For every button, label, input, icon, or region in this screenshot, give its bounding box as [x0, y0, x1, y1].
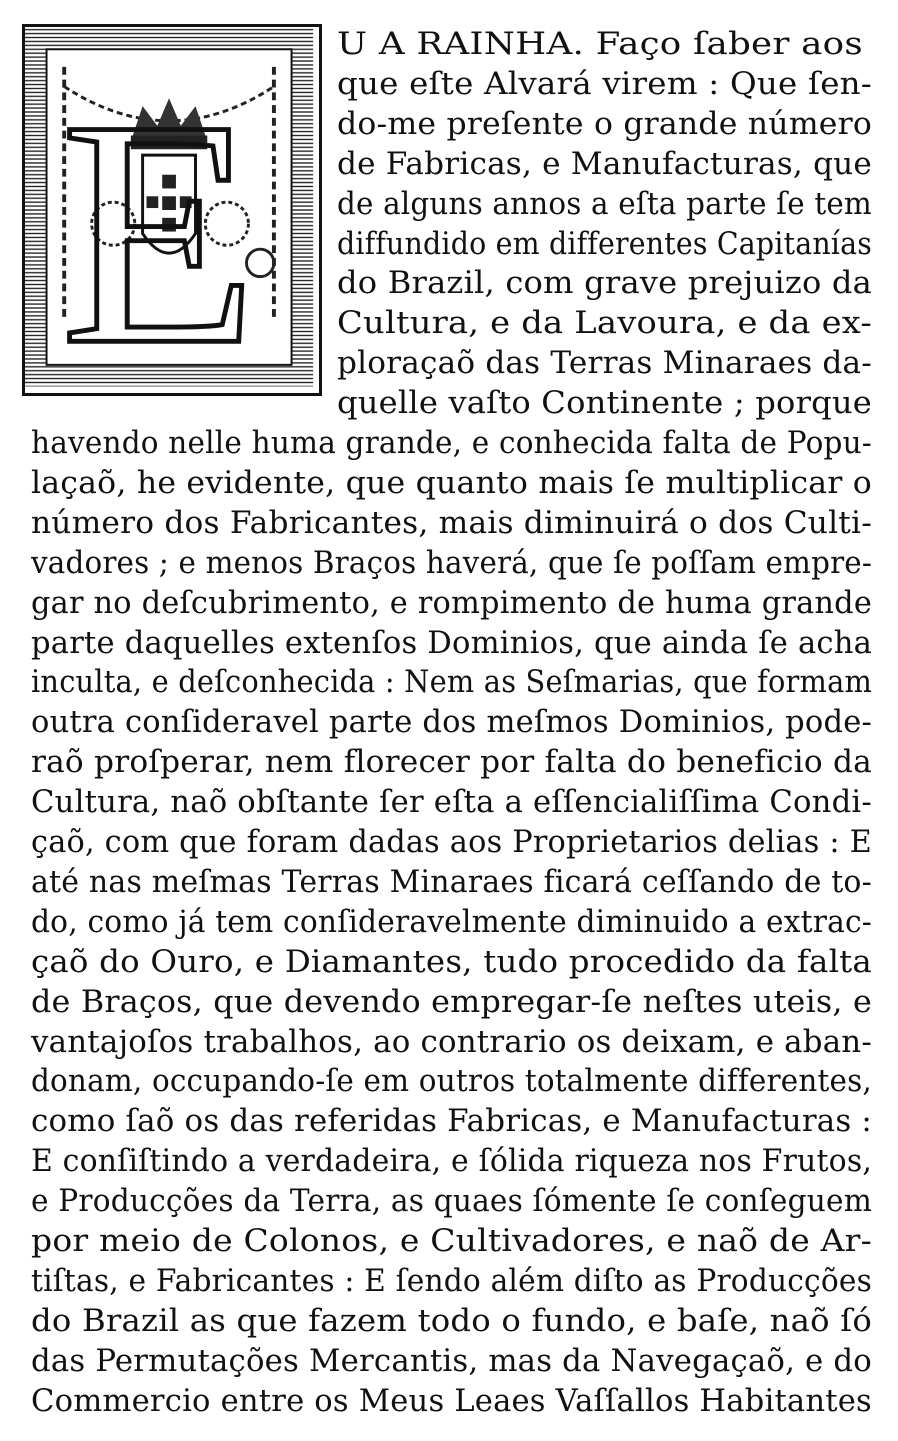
text-line-content: laçaõ, he evidente, que quanto mais ſe multiplicar o	[31, 464, 872, 501]
text-line	[337, 263, 872, 303]
text-line	[31, 463, 872, 503]
text-line	[337, 64, 872, 104]
text-line-content: vantajoſos trabalhos, ao contrario os deixam, e aban-	[31, 1023, 872, 1060]
text-line	[31, 543, 872, 583]
text-line-content: e Producções da Terra, as quaes ſómente ſe conſeguem	[31, 1183, 872, 1220]
text-line	[337, 303, 872, 343]
decorated-initial-letter	[22, 24, 322, 396]
text-line	[337, 104, 872, 144]
text-line	[31, 1101, 872, 1141]
text-line-content: E conſiſtindo a verdadeira, e ſólida riqueza nos Frutos,	[31, 1143, 872, 1180]
text-line	[31, 1022, 872, 1062]
text-line	[31, 1301, 872, 1341]
text-line	[31, 902, 872, 942]
text-line	[31, 423, 872, 463]
text-line-content: Cultura, e da Lavoura, e da ex-	[337, 305, 872, 342]
text-line	[31, 742, 872, 782]
text-line-content: vadores ; e menos Braços haverá, que ſe poſſam empre-	[31, 544, 872, 581]
text-line-content: outra conſideravel parte dos meſmos Dominios, pode-	[31, 704, 872, 741]
text-line	[31, 822, 872, 862]
text-line	[31, 583, 872, 623]
text-line	[31, 1141, 872, 1181]
text-line	[31, 942, 872, 982]
text-line	[337, 224, 872, 264]
text-line-content: número dos Fabricantes, mais diminuirá o dos Culti-	[31, 504, 872, 541]
text-line-content: do Brazil, com grave prejuizo da	[337, 265, 872, 302]
text-line-content: diffundido em differentes Capitanías	[337, 225, 872, 262]
text-line	[31, 1181, 872, 1221]
text-line-content: quelle vaſto Continente ; porque	[337, 385, 872, 422]
text-line-content: de Fabricas, e Manufacturas, que	[337, 145, 872, 182]
text-line-content: de alguns annos a eſta parte ſe tem	[337, 185, 872, 222]
text-line-content: que eſte Alvará virem : Que ſen-	[337, 65, 872, 102]
text-line-content: U A RAINHA. Faço ſaber aos	[337, 26, 863, 62]
text-line	[337, 184, 872, 224]
text-line	[31, 503, 872, 543]
text-line-content: gar no deſcubrimento, e rompimento de huma grande	[31, 584, 872, 621]
text-line-content: donam, occupando-ſe em outros totalmente differentes,	[31, 1063, 872, 1100]
text-line	[337, 24, 872, 64]
svg-text:E: E	[60, 53, 258, 393]
text-line	[31, 1261, 872, 1301]
text-line	[337, 383, 872, 423]
text-line	[31, 1061, 872, 1101]
text-line-content: inculta, e deſconhecida : Nem as Seſmarias, que formam	[31, 664, 872, 701]
text-line-content: como ſaõ os das referidas Fabricas, e Manufacturas :	[31, 1103, 872, 1140]
text-line-content: havendo nelle huma grande, e conhecida falta de Popu-	[31, 425, 872, 461]
text-line	[31, 1221, 872, 1261]
text-line-content: do-me preſente o grande número	[337, 105, 872, 142]
text-line	[31, 862, 872, 902]
ornament-frame-icon	[25, 27, 319, 393]
text-line	[31, 702, 872, 742]
text-line-content: çaõ, com que foram dadas aos Proprietarios delias : E	[31, 824, 872, 860]
text-line	[31, 623, 872, 663]
text-line-content: Cultura, naõ obſtante ſer eſta a eſſencialiſſima Condi-	[31, 784, 872, 821]
text-line	[337, 343, 872, 383]
text-line-content: até nas meſmas Terras Minaraes ficará ceſſando de to-	[31, 863, 872, 900]
text-line	[31, 782, 872, 822]
text-line-content: tiſtas, e Fabricantes : E ſendo além diſto as Producções	[31, 1262, 872, 1299]
text-line-content: do, como já tem conſideravelmente diminuido a extrac-	[31, 903, 872, 940]
text-line	[337, 144, 872, 184]
text-line-content: raõ proſperar, nem florecer por falta do beneficio da	[31, 744, 872, 781]
text-line	[31, 1341, 872, 1381]
text-line-content: de Braços, que devendo empregar-ſe neſtes uteis, e	[31, 983, 872, 1020]
text-line-content: do Brazil as que fazem todo o fundo, e baſe, naõ ſó	[31, 1302, 872, 1339]
text-line	[31, 982, 872, 1022]
text-line	[31, 662, 872, 702]
text-line-content: parte daquelles extenſos Dominios, que ainda ſe acha	[31, 624, 872, 661]
text-line-content: Commercio entre os Meus Leaes Vaſſallos Habitantes	[31, 1382, 872, 1419]
text-line-content: por meio de Colonos, e Cultivadores, e naõ de Ar-	[31, 1223, 872, 1259]
text-line-content: ploraçaõ das Terras Minaraes da-	[337, 345, 872, 382]
text-line-content: das Permutações Mercantis, mas da Navegaçaõ, e do	[31, 1342, 872, 1379]
text-line	[31, 1381, 872, 1421]
text-line-content: çaõ do Ouro, e Diamantes, tudo procedido da falta	[31, 943, 872, 980]
